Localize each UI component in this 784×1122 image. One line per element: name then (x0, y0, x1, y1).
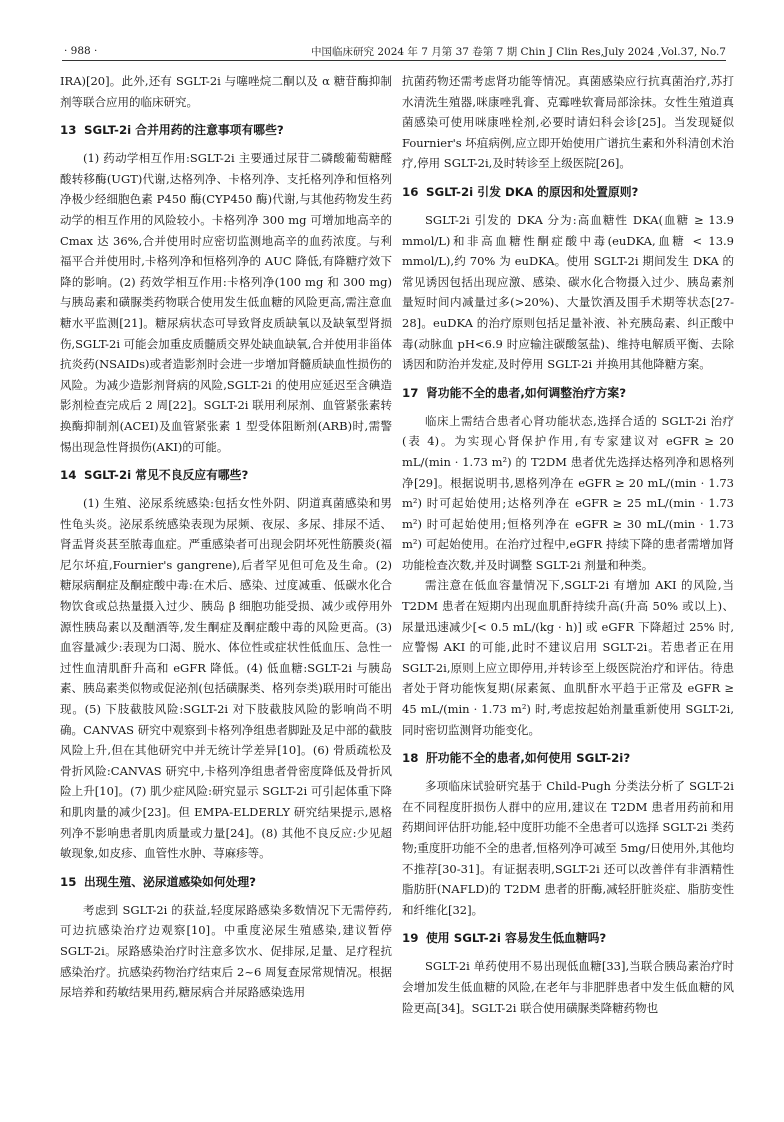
section-heading-14: 14 SGLT-2i 常见不良反应有哪些? (60, 468, 249, 483)
section-16-body: SGLT-2i 引发的 DKA 分为:高血糖性 DKA(血糖 ≥ 13.9 mmol/L)和非高血糖性酮症酸中毒(euDKA,血糖 < 13.9 mmol/L),约 70% 为 euDKA。使用 SGLT-2i 期间发生 DKA 的常见诱因包括出现应激、感染、碳水化合物摄入过少、胰岛素剂量短时间内减量过多(>20%)、大量饮酒及围手术期等状态[27-28]。euDKA 的治疗原则包括足量补液、补充胰岛素、纠正酸中毒(动脉血 pH<6.9 时应输注碳酸氢盐)、维持电解质平衡、去除诱因和防治并发症,及时停用 SGLT-2i 并换用其他降糖方案。 (402, 212, 734, 372)
section-heading-15: 15 出现生殖、泌尿道感染如何处理? (60, 874, 257, 889)
section-17-body-b: 需注意在低血容量情况下,SGLT-2i 有增加 AKI 的风险,当 T2DM 患者在短期内出现血肌酐持续升高(升高 50% 或以上)、尿量迅速减少[< 0.5 mL/(kg · h)] 或 eGFR 下降超过 25% 时,应警惕 AKI 的可能,此时不建议启用 SGLT-2i。若患者正在用 SGLT-2i,原则上应立即停用,并转诊至上级医院治疗和评估。待患者处于肾功能恢复期(尿素氮、血肌酐水平趋于正常及 eGFR ≥ 45 mL/(min · 1.73 m²) 时,考虑按起始剂量重新使用 SGLT-2i,同时密切监测肾功能变化。 (402, 578, 734, 737)
section-15-body: 考虑到 SGLT-2i 的获益,轻度尿路感染多数情况下无需停药,可边抗感染治疗边观察[10]。中重度泌尿生殖感染,建议暂停 SGLT-2i。尿路感染治疗时注意多饮水、促排尿,足量、足疗程抗感染治疗。抗感染药物治疗结束后 2~6 周复查尿常规情况。根据尿培养和药敏结果用药,糖尿病合并尿路感染选用 (60, 902, 392, 1000)
section-18-body: 多项临床试验研究基于 Child-Pugh 分类法分析了 SGLT-2i 在不同程度肝损伤人群中的应用,建议在 T2DM 患者用药前和用药期间评估肝功能,轻中度肝功能不全患者可以选择 SGLT-2i 类药物;重度肝功能不全的患者,恒格列净可减至 5mg/日使用外,其他均不推荐[30-31]。有证据表明,SGLT-2i 还可以改善伴有非酒精性脂肪肝(NAFLD)的 T2DM 患者的肝酶,减轻肝脏炎症、脂肪变性和纤维化[32]。 (402, 779, 734, 917)
page-header (62, 40, 726, 61)
section-heading-19: 19 使用 SGLT-2i 容易发生低血糖吗? (402, 931, 607, 946)
section-heading-18: 18 肝功能不全的患者,如何使用 SGLT-2i? (402, 751, 631, 766)
right-column (402, 71, 734, 1018)
section-heading-16: 16 SGLT-2i 引发 DKA 的原因和处置原则? (402, 184, 639, 199)
section-heading-13: 13 SGLT-2i 合并用药的注意事项有哪些? (60, 123, 284, 138)
section-13-body: (1) 药动学相互作用:SGLT-2i 主要通过尿苷二磷酸葡萄糖醛酸转移酶(UGT)代谢,达格列净、卡格列净、支托格列净和恒格列净极少经细胞色素 P450 酶(CYP450 酶)代谢,与其他药物发生药动学的相互作用的风险较小。卡格列净 300 mg 可增加地高辛的 Cmax 达 36%,合并使用时应密切监测地高辛的血药浓度。与利福平合并使用时,卡格列净和恒格列净的 AUC 降低,有降糖疗效下降的影响。(2) 药效学相互作用:卡格列净(100 mg 和 300 mg)与胰岛素和磺脲类药物联合使用发生低血糖的风险更高,需注意血糖水平监测[21]。糖尿病状态可导致肾皮质缺氧以及缺氧型肾损伤,SGLT-2i 可能会加重皮质髓质交界处缺血缺氧,合并使用非甾体抗炎药(NSAIDs)或者造影剂时会进一步增加肾髓质缺血性损伤的风险。为减少造影剂肾病的风险,SGLT-2i 的使用应延迟至含碘造影剂检查完成后 2 周[22]。SGLT-2i 联用利尿剂、血管紧张素转换酶抑制剂(ACEI)及血管紧张素 1 型受体阻断剂(ARB)时,需警惕出现急性肾损伤(AKI)的可能。 (60, 151, 392, 454)
section-15-body-continued: 抗菌药物还需考虑肾功能等情况。真菌感染应行抗真菌治疗,苏打水清洗生殖器,咪康唑乳膏、克霉唑软膏局部涂抹。女性生殖道真菌感染可使用咪康唑栓剂,必要时请妇科会诊[25]。当发现疑似 Fournier's 坏疽病例,应立即开始使用广谱抗生素和外科清创术治疗,停用 SGLT-2i,及时转诊至上级医院[26]。 (402, 74, 734, 171)
page-number: · 988 · (64, 45, 98, 57)
section-19-body: SGLT-2i 单药使用不易出现低血糖[33],当联合胰岛素治疗时会增加发生低血糖的风险,在老年与非肥胖患者中发生低血糖的风险更高[34]。SGLT-2i 联合使用磺脲类降糖药物也 (402, 959, 734, 1015)
section-17-body-a: 临床上需结合患者心肾功能状态,选择合适的 SGLT-2i 治疗(表 4)。为实现心肾保护作用,有专家建议对 eGFR ≥ 20 mL/(min · 1.73 m²) 的 T2DM 患者优先选择达格列净和恩格列净[29]。根据说明书,恩格列净在 eGFR ≥ 20 mL/(min · 1.73 m²) 时可起始使用;达格列净在 eGFR ≥ 25 mL/(min · 1.73 m²) 时可起始使用;恒格列净在 eGFR ≥ 30 mL/(min · 1.73 m²) 可起始使用。在治疗过程中,eGFR 持续下降的患者需增加肾功能检查次数,并及时调整 SGLT-2i 剂量和种类。 (402, 413, 734, 572)
section-heading-17: 17 肾功能不全的患者,如何调整治疗方案? (402, 385, 627, 400)
journal-citation: 中国临床研究 2024 年 7 月第 37 卷第 7 期 Chin J Clin Res,July 2024 ,Vol.37, No.7 (311, 46, 726, 58)
section-14-body: (1) 生殖、泌尿系统感染:包括女性外阴、阴道真菌感染和男性龟头炎。泌尿系统感染表现为尿频、夜尿、多尿、排尿不适、肾盂肾炎甚至脓毒血症。严重感染者可出现会阴坏死性筋膜炎(福尼尔坏疽,Fournier's gangrene),后者罕见但可危及生命。(2) 糖尿病酮症及酮症酸中毒:在术后、感染、过度减重、低碳水化合物饮食或总热量摄入过少、胰岛 β 细胞功能受损、减少或停用外源性胰岛素以及酗酒等,发生酮症及酮症酸中毒的风险更高。(3) 血容量减少:表现为口渴、脱水、体位性或症状性低血压、急性一过性血清肌酐升高和 eGFR 降低。(4) 低血糖:SGLT-2i 与胰岛素、胰岛素类似物或促泌剂(包括磺脲类、格列奈类)联用时可能出现。(5) 下肢截肢风险:SGLT-2i 对下肢截肢风险的影响尚不明确。CANVAS 研究中观察到卡格列净组患者脚趾及足中部的截肢风险上升,但在其他研究中并无统计学差异[10]。(6) 骨质疏松及骨折风险:CANVAS 研究中,卡格列净组患者骨密度降低及骨折风险上升[10]。(7) 肌少症风险:研究显示 SGLT-2i 可引起体重下降和肌肉量的减少[23]。但 EMPA-ELDERLY 研究结果提示,恩格列净不影响患者肌肉质量或力量[24]。(8) 其他不良反应:少见超敏现象,如皮疹、血管性水肿、荨麻疹等。 (60, 496, 392, 861)
paragraph-continued: IRA)[20]。此外,还有 SGLT-2i 与噻唑烷二酮以及 α 糖苷酶抑制剂等联合应用的临床研究。 (60, 74, 392, 109)
left-column (60, 71, 392, 1003)
